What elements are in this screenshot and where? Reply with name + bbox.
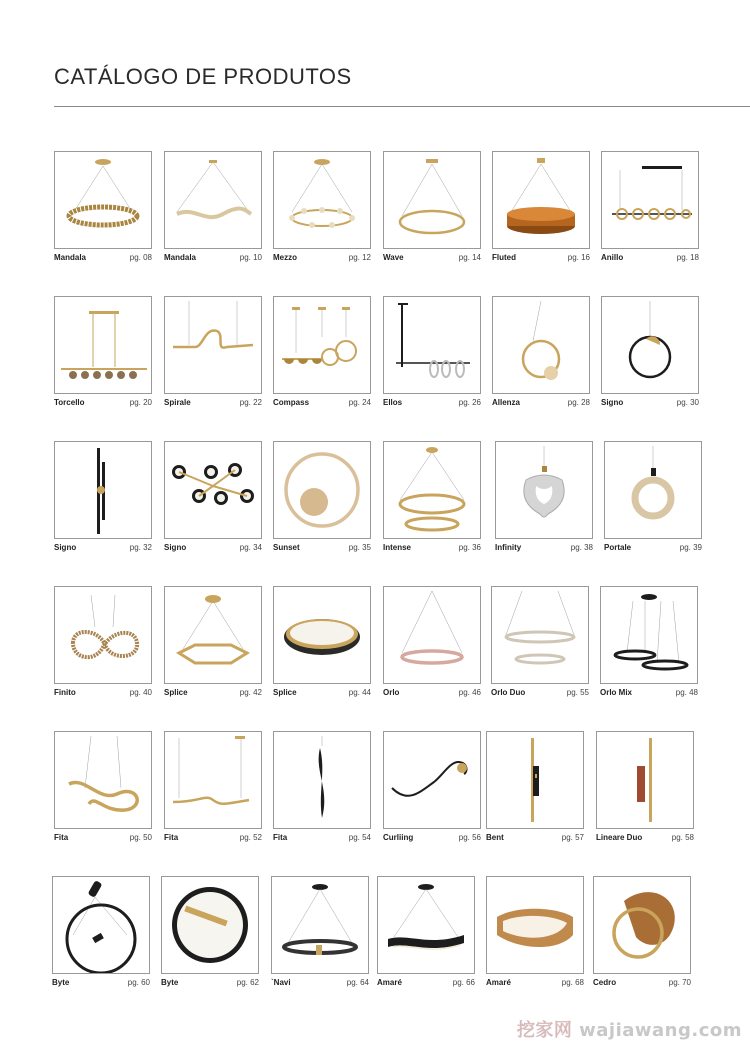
product-image[interactable] <box>164 151 262 249</box>
product-card[interactable] <box>383 151 481 263</box>
product-card[interactable] <box>383 586 481 698</box>
sunset-icon <box>274 442 370 538</box>
byte-disc-icon <box>162 877 258 973</box>
product-caption <box>495 543 593 553</box>
watermark-cn: 挖家网 <box>516 1020 573 1041</box>
product-name: Amaré <box>377 978 402 987</box>
product-name: Signo <box>164 543 187 552</box>
product-image[interactable] <box>604 441 702 539</box>
product-image[interactable] <box>486 876 584 974</box>
product-name: Portale <box>604 543 632 552</box>
product-caption <box>271 978 369 988</box>
ring-globe-icon <box>493 297 589 393</box>
product-name: Amaré <box>486 978 511 987</box>
product-page: pg. 36 <box>458 543 481 552</box>
product-name: Ellos <box>383 398 403 407</box>
product-name: Fita <box>54 833 69 842</box>
product-name: Fita <box>164 833 179 842</box>
product-caption <box>377 978 475 988</box>
product-page: pg. 64 <box>346 978 369 987</box>
product-card[interactable] <box>492 296 590 408</box>
product-image[interactable] <box>596 731 694 829</box>
product-name: Bent <box>486 833 504 842</box>
ring-black-icon <box>602 297 698 393</box>
product-caption <box>164 833 262 843</box>
product-page: pg. 52 <box>239 833 262 842</box>
byte-ring-icon <box>53 877 149 973</box>
product-card[interactable] <box>164 151 262 263</box>
product-name: Intense <box>383 543 412 552</box>
product-caption <box>593 978 691 988</box>
product-page: pg. 32 <box>129 543 152 552</box>
product-image[interactable] <box>164 586 262 684</box>
product-page: pg. 57 <box>561 833 584 842</box>
wave-gold-icon <box>487 877 583 973</box>
product-name: Sunset <box>273 543 300 552</box>
product-page: pg. 08 <box>129 253 152 262</box>
product-card[interactable] <box>601 296 699 408</box>
product-caption <box>164 253 262 263</box>
watermark <box>517 1016 742 1042</box>
product-image[interactable] <box>377 876 475 974</box>
product-name: Cedro <box>593 978 617 987</box>
product-name: Spirale <box>164 398 191 407</box>
product-name: Finito <box>54 688 76 697</box>
page-title: CATÁLOGO DE PRODUTOS <box>54 64 352 89</box>
ring-mix-icon <box>601 587 697 683</box>
product-caption <box>273 253 371 263</box>
product-page: pg. 38 <box>570 543 593 552</box>
product-caption <box>54 398 152 408</box>
product-page: pg. 55 <box>566 688 589 697</box>
product-card[interactable] <box>52 876 150 988</box>
ribbon-icon <box>55 732 151 828</box>
product-caption <box>273 398 371 408</box>
product-page: pg. 34 <box>239 543 262 552</box>
product-caption <box>492 398 590 408</box>
product-image[interactable] <box>52 876 150 974</box>
product-card[interactable] <box>54 441 152 553</box>
product-image[interactable] <box>601 296 699 394</box>
product-page: pg. 62 <box>236 978 259 987</box>
product-card[interactable] <box>491 586 589 698</box>
ring-gold-icon <box>384 152 480 248</box>
product-card[interactable] <box>486 731 584 843</box>
product-page: pg. 20 <box>129 398 152 407</box>
rings-bar-icon <box>602 152 698 248</box>
linear-twist-icon <box>165 152 261 248</box>
product-image[interactable] <box>495 441 593 539</box>
curl-icon <box>384 732 480 828</box>
product-image[interactable] <box>164 731 262 829</box>
product-page: pg. 40 <box>129 688 152 697</box>
product-image[interactable] <box>383 731 481 829</box>
product-page: pg. 60 <box>127 978 150 987</box>
product-name: Signo <box>601 398 624 407</box>
product-page: pg. 54 <box>348 833 371 842</box>
product-name: Splice <box>273 688 297 697</box>
product-name: Signo <box>54 543 77 552</box>
product-caption <box>273 833 371 843</box>
knot-icon <box>55 587 151 683</box>
cedro-icon <box>594 877 690 973</box>
product-image[interactable] <box>54 731 152 829</box>
product-card[interactable] <box>601 151 699 263</box>
product-caption <box>383 688 481 698</box>
product-caption <box>164 398 262 408</box>
product-page: pg. 68 <box>561 978 584 987</box>
product-caption <box>383 833 481 843</box>
product-page: pg. 16 <box>567 253 590 262</box>
product-page: pg. 46 <box>458 688 481 697</box>
product-image[interactable] <box>601 151 699 249</box>
product-name: Fluted <box>492 253 516 262</box>
product-card[interactable] <box>604 441 702 553</box>
product-caption <box>601 398 699 408</box>
product-image[interactable] <box>164 441 262 539</box>
product-card[interactable] <box>54 296 152 408</box>
ring-tilted-icon <box>55 152 151 248</box>
product-name: Fita <box>273 833 288 842</box>
product-image[interactable] <box>54 441 152 539</box>
product-card[interactable] <box>273 731 371 843</box>
ribbon-linear-icon <box>165 732 261 828</box>
double-ring-icon <box>384 442 480 538</box>
wall-bars-icon <box>55 442 151 538</box>
title-divider <box>54 106 750 107</box>
product-page: pg. 48 <box>675 688 698 697</box>
product-image[interactable] <box>593 876 691 974</box>
product-page: pg. 18 <box>676 253 699 262</box>
product-caption <box>596 833 694 843</box>
product-caption <box>164 543 262 553</box>
wave-dish-icon <box>378 877 474 973</box>
product-page: pg. 56 <box>458 833 481 842</box>
product-caption <box>161 978 259 988</box>
product-image[interactable] <box>273 731 371 829</box>
product-caption <box>54 543 152 553</box>
spiral-icon <box>165 297 261 393</box>
product-image[interactable] <box>273 296 371 394</box>
product-caption <box>604 543 702 553</box>
product-caption <box>54 688 152 698</box>
product-image[interactable] <box>383 586 481 684</box>
product-name: Splice <box>164 688 188 697</box>
product-name: Orlo Mix <box>600 688 633 697</box>
product-card[interactable] <box>161 876 259 988</box>
bar-globes-icon <box>55 297 151 393</box>
product-card[interactable] <box>54 731 152 843</box>
product-image[interactable] <box>383 441 481 539</box>
product-caption <box>491 688 589 698</box>
ring-duo-icon <box>492 587 588 683</box>
product-caption <box>486 833 584 843</box>
product-name: Mezzo <box>273 253 297 262</box>
product-caption <box>52 978 150 988</box>
product-page: pg. 30 <box>676 398 699 407</box>
product-card[interactable] <box>495 441 593 553</box>
product-card[interactable] <box>383 731 481 843</box>
product-name: Anillo <box>601 253 624 262</box>
product-caption <box>54 833 152 843</box>
product-name: Allenza <box>492 398 521 407</box>
product-image[interactable] <box>486 731 584 829</box>
product-card[interactable] <box>273 151 371 263</box>
product-page: pg. 44 <box>348 688 371 697</box>
product-card[interactable] <box>164 441 262 553</box>
product-name: Wave <box>383 253 404 262</box>
product-name: `Navi <box>271 978 291 987</box>
product-caption <box>383 253 481 263</box>
product-image[interactable] <box>54 151 152 249</box>
product-page: pg. 50 <box>129 833 152 842</box>
product-card[interactable] <box>164 296 262 408</box>
product-caption <box>486 978 584 988</box>
compass-icon <box>274 297 370 393</box>
ring-rose-icon <box>384 587 480 683</box>
drum-icon <box>493 152 589 248</box>
product-name: Torcello <box>54 398 85 407</box>
product-image[interactable] <box>492 151 590 249</box>
product-page: pg. 12 <box>348 253 371 262</box>
product-page: pg. 14 <box>458 253 481 262</box>
product-card[interactable] <box>600 586 698 698</box>
product-image[interactable] <box>273 586 371 684</box>
lineare-icon <box>597 732 693 828</box>
product-name: Compass <box>273 398 310 407</box>
product-name: Orlo Duo <box>491 688 526 697</box>
product-name: Infinity <box>495 543 522 552</box>
product-card[interactable] <box>593 876 691 988</box>
product-caption <box>54 253 152 263</box>
product-page: pg. 66 <box>452 978 475 987</box>
product-card[interactable] <box>273 441 371 553</box>
product-caption <box>492 253 590 263</box>
product-page: pg. 26 <box>458 398 481 407</box>
product-card[interactable] <box>383 441 481 553</box>
product-card[interactable] <box>271 876 369 988</box>
product-card[interactable] <box>383 296 481 408</box>
portale-icon <box>605 442 701 538</box>
product-card[interactable] <box>54 151 152 263</box>
product-caption <box>273 688 371 698</box>
product-name: Curliing <box>383 833 414 842</box>
product-card[interactable] <box>492 151 590 263</box>
product-image[interactable] <box>600 586 698 684</box>
flush-disc-icon <box>274 587 370 683</box>
product-image[interactable] <box>54 586 152 684</box>
ellos-icon <box>384 297 480 393</box>
product-page: pg. 10 <box>239 253 262 262</box>
product-image[interactable] <box>273 151 371 249</box>
navi-icon <box>272 877 368 973</box>
product-card[interactable] <box>377 876 475 988</box>
product-image[interactable] <box>492 296 590 394</box>
ceiling-discs-icon <box>165 442 261 538</box>
ring-globes-icon <box>274 152 370 248</box>
product-caption <box>600 688 698 698</box>
product-name: Lineare Duo <box>596 833 643 842</box>
product-image[interactable] <box>383 296 481 394</box>
product-page: pg. 24 <box>348 398 371 407</box>
product-page: pg. 35 <box>348 543 371 552</box>
watermark-latin: wajiawang.com <box>579 1020 742 1041</box>
product-name: Byte <box>161 978 179 987</box>
product-card[interactable] <box>54 586 152 698</box>
infinity-icon <box>496 442 592 538</box>
product-card[interactable] <box>486 876 584 988</box>
product-name: Orlo <box>383 688 400 697</box>
product-caption <box>164 688 262 698</box>
product-card[interactable] <box>596 731 694 843</box>
product-image[interactable] <box>491 586 589 684</box>
product-page: pg. 42 <box>239 688 262 697</box>
product-page: pg. 70 <box>668 978 691 987</box>
product-caption <box>383 398 481 408</box>
product-image[interactable] <box>164 296 262 394</box>
splice-ring-icon <box>165 587 261 683</box>
product-name: Mandala <box>164 253 197 262</box>
product-image[interactable] <box>54 296 152 394</box>
product-image[interactable] <box>271 876 369 974</box>
product-caption <box>273 543 371 553</box>
product-image[interactable] <box>273 441 371 539</box>
product-card[interactable] <box>273 586 371 698</box>
product-page: pg. 39 <box>679 543 702 552</box>
product-card[interactable] <box>164 731 262 843</box>
product-page: pg. 28 <box>567 398 590 407</box>
product-caption <box>601 253 699 263</box>
product-page: pg. 58 <box>671 833 694 842</box>
ribbon-vertical-icon <box>274 732 370 828</box>
product-name: Byte <box>52 978 70 987</box>
product-page: pg. 22 <box>239 398 262 407</box>
product-name: Mandala <box>54 253 87 262</box>
product-image[interactable] <box>161 876 259 974</box>
product-caption <box>383 543 481 553</box>
product-card[interactable] <box>164 586 262 698</box>
product-image[interactable] <box>383 151 481 249</box>
bent-icon <box>487 732 583 828</box>
product-card[interactable] <box>273 296 371 408</box>
